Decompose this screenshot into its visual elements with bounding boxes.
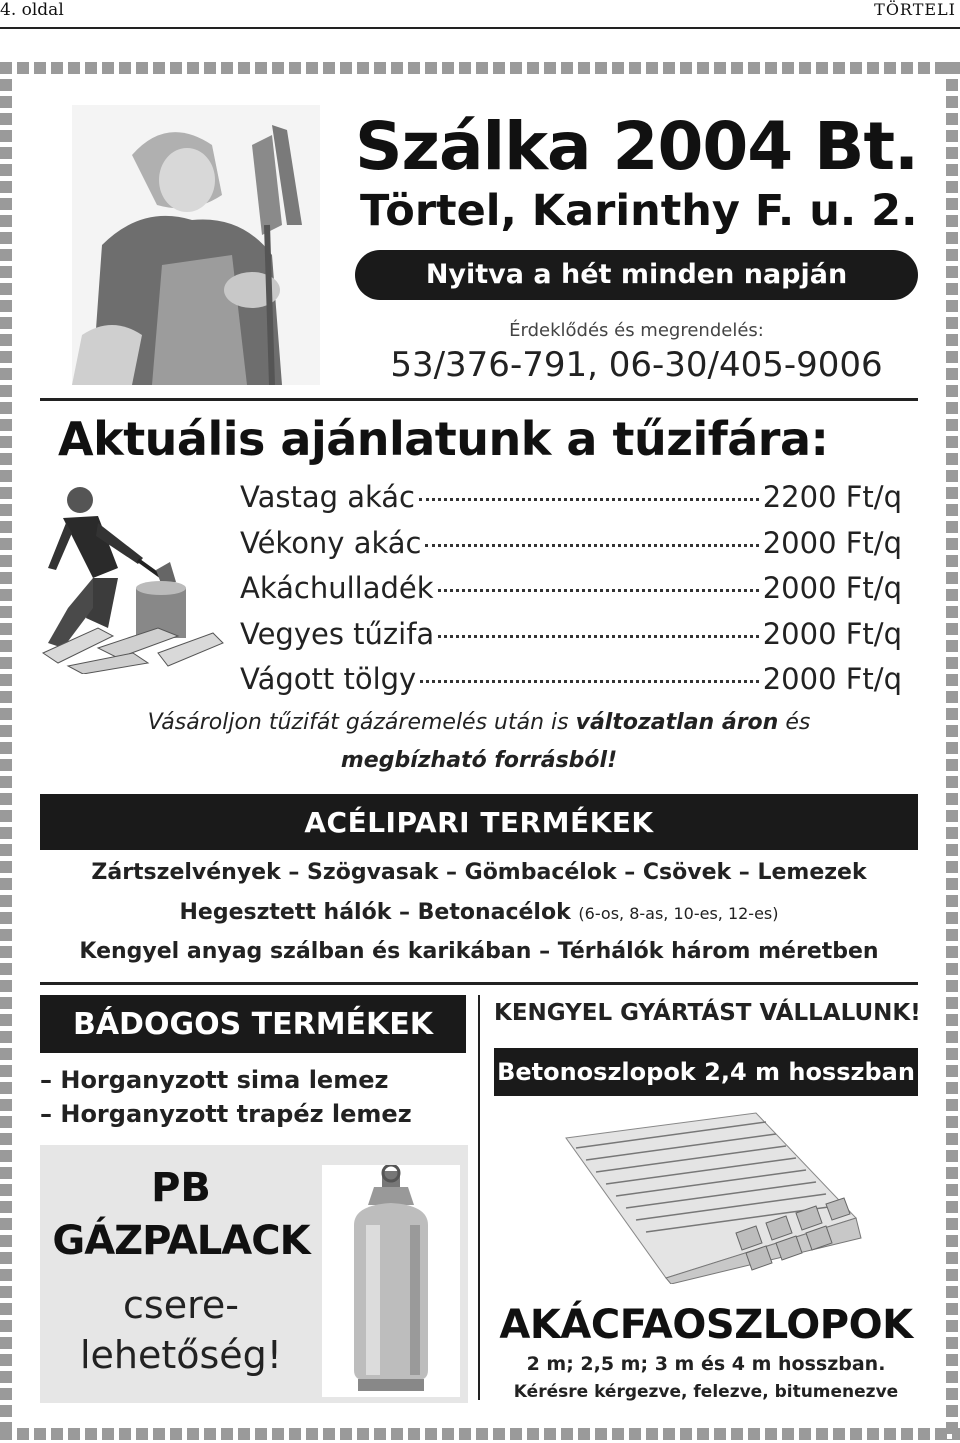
price-row <box>240 480 902 514</box>
product-name: Vágott tölgy <box>240 662 417 696</box>
tin-products-title: BÁDOGOS TERMÉKEK <box>40 995 466 1053</box>
stirrup-production-notice: KENGYEL GYÁRTÁST VÁLLALUNK! <box>494 1000 921 1026</box>
note-emphasis: megbízható forrásból! <box>340 748 618 773</box>
page-number: 4. oldal <box>0 0 64 20</box>
product-price: 2000 Ft/q <box>762 571 902 605</box>
price-row <box>240 617 902 651</box>
price-row <box>240 526 902 560</box>
product-name: Vastag akác <box>240 480 416 514</box>
opening-hours-banner: Nyitva a hét minden napján <box>355 250 918 300</box>
note-text: Vásároljon tűzifát gázáremelés után is <box>147 710 569 735</box>
product-price: 2200 Ft/q <box>762 480 902 514</box>
product-name: Akáchulladék <box>240 571 434 605</box>
wood-chopper-illustration <box>38 478 230 674</box>
section-divider <box>40 982 918 985</box>
leader-dots <box>419 498 759 501</box>
leader-dots <box>438 589 759 592</box>
column-divider <box>478 995 480 1400</box>
section-divider <box>40 398 918 401</box>
concrete-posts-image <box>556 1108 866 1284</box>
frame-right <box>946 62 958 1440</box>
company-address: Törtel, Karinthy F. u. 2. <box>360 186 918 236</box>
gas-exchange-line: csere- <box>123 1283 239 1327</box>
phone-numbers: 53/376-791, 06-30/405-9006 <box>390 345 883 385</box>
header-rule <box>0 27 960 29</box>
product-price: 2000 Ft/q <box>762 526 902 560</box>
steel-products-line: Zártszelvények – Szögvasak – Gömbacélok – Csövek – Lemezek <box>91 860 867 885</box>
steel-products-title: ACÉLIPARI TERMÉKEK <box>40 794 918 850</box>
product-price: 2000 Ft/q <box>762 617 902 651</box>
company-name: Szálka 2004 Bt. <box>355 108 919 185</box>
firewood-note <box>40 704 918 780</box>
product-price: 2000 Ft/q <box>762 662 902 696</box>
leader-dots <box>425 544 758 547</box>
inquiry-label: Érdeklődés és megrendelés: <box>509 320 764 341</box>
gas-cylinder-image <box>322 1165 460 1397</box>
firewood-offer-title: Aktuális ajánlatunk a tűzifára: <box>58 412 829 466</box>
gas-title-line: PB <box>151 1165 211 1211</box>
concrete-posts-banner: Betonoszlopok 2,4 m hosszban <box>494 1048 918 1096</box>
frame-top <box>0 62 960 74</box>
product-name: Vegyes tűzifa <box>240 617 435 651</box>
steel-products-line <box>40 900 918 925</box>
woman-carrying-wood-illustration <box>72 105 320 385</box>
acacia-posts-options: Kérésre kérgezve, felezve, bitumenezve <box>513 1382 899 1402</box>
gas-title-line: GÁZPALACK <box>52 1218 310 1264</box>
frame-left <box>0 62 12 1440</box>
gas-exchange-line: lehetőség! <box>79 1333 283 1377</box>
acacia-posts-title: AKÁCFAOSZLOPOK <box>499 1302 913 1348</box>
frame-bottom <box>0 1428 960 1440</box>
tin-product-item: – Horganyzott sima lemez <box>40 1066 389 1094</box>
acacia-posts-sizes: 2 m; 2,5 m; 3 m és 4 m hosszban. <box>526 1353 886 1375</box>
steel-sizes: (6-os, 8-as, 10-es, 12-es) <box>578 904 779 923</box>
price-row <box>240 571 902 605</box>
tin-product-item: – Horganyzott trapéz lemez <box>40 1100 412 1128</box>
product-name: Vékony akác <box>240 526 422 560</box>
note-emphasis: változatlan áron <box>575 710 779 735</box>
publication-name: TÖRTELI <box>874 0 956 19</box>
leader-dots <box>420 680 759 683</box>
note-text: és <box>785 710 811 735</box>
steel-products-line: Kengyel anyag szálban és karikában – Térhálók három méretben <box>79 939 879 964</box>
steel-products-text: Hegesztett hálók – Betonacélok <box>179 900 571 925</box>
leader-dots <box>438 635 759 638</box>
price-row <box>240 662 902 696</box>
